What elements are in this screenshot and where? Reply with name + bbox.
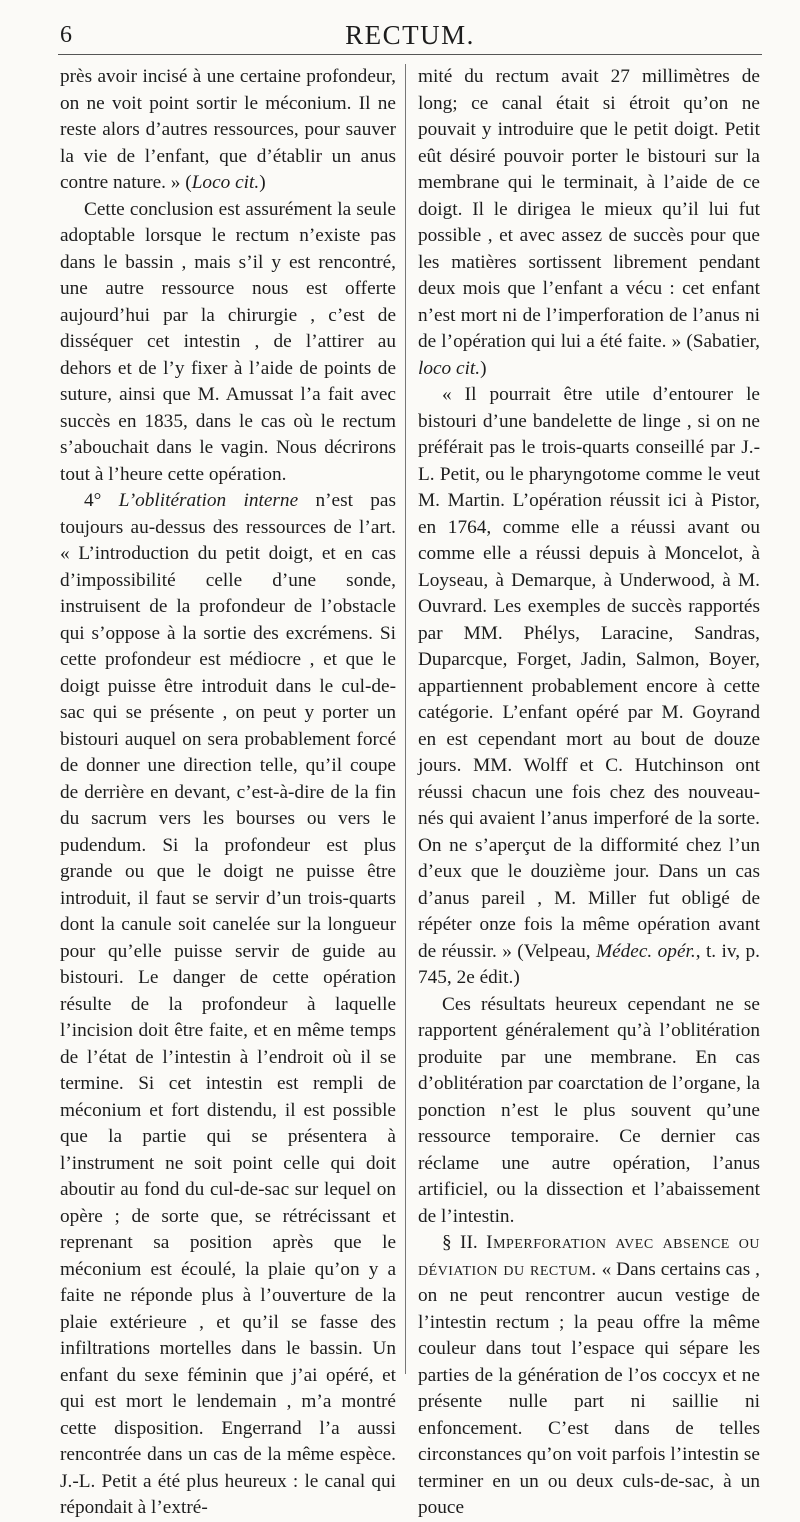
paragraph	[418, 1230, 760, 1522]
section-title: L’oblitération interne	[118, 490, 299, 511]
section-number: 4°	[84, 490, 102, 511]
paragraph: Ces résultats heureux cependant ne se rapportent généralement qu’à l’oblitération produite par une membrane. En cas d’oblitération par coarctation de l’organe, la ponction n’est le plus souvent qu’une ressource temporaire. Ce dernier cas réclame une autre opération, l’anus artificiel, ou la dissection et l’abaissement de l’intestin.	[418, 993, 760, 1227]
paragraph-text: , t. iv, p. 745, 2e édit.)	[418, 940, 760, 988]
section-heading: Imperforation avec absence ou déviation du rectum.	[418, 1232, 761, 1280]
paragraph	[60, 64, 396, 197]
paragraph-text: « Dans certains cas , on ne peut rencontrer aucun vestige de l’intestin rectum ; la peau offre la même couleur dans tout l’espace qui sépare les parties de la génération de l’os coccyx et ne présente nulle part ni saillie ni enfoncement. C’est dans de telles circonstances qu’on voit parfois l’intestin se terminer en un ou deux culs-de-sac, à un pouce	[418, 1258, 760, 1518]
left-column	[60, 64, 396, 1522]
right-column	[418, 64, 760, 1522]
paragraph-text: près avoir incisé à une certaine profondeur, on ne voit point sortir le méconium. Il ne reste alors d’autres ressources, pour sauver la vie de l’enfant, que d’établir un anus contre nature. » (	[60, 66, 396, 193]
section-number: § II.	[442, 1232, 478, 1253]
citation: Loco cit.	[191, 172, 260, 193]
paragraph-text: mité du rectum avait 27 millimètres de long; ce canal était si étroit qu’on ne pouvait y introduire que le petit doigt. Petit eût désiré pouvoir porter le bistouri sur la membrane qui le terminait, à l’aide de ce doigt. Il le dirigea le mieux qu’il lui fut possible , et avec assez de succès pour que les matières sortissent librement pendant deux mois que l’enfant a vécu : cet enfant n’est mort ni de l’imperforation de l’anus ni de l’opération qui lui a été faite. » (Sabatier,	[418, 66, 760, 352]
paragraph-text: )	[259, 172, 266, 193]
paragraph-text: n’est pas toujours au-dessus des ressources de l’art. « L’introduction du petit doigt, et en cas d’impossibilité celle d’une sonde, instruisent de la profondeur de l’obstacle qui s’oppose à la sortie des excrémens. Si cette profondeur est médiocre , et que le doigt puisse être introduit dans le cul-de-sac qui se présente , on peut y porter un bistouri auquel on sera probablement forcé de donner une direction telle, qu’il coupe de derrière en devant, c’est-à-dire de la fin du sacrum vers les bourses ou vers le pudendum. Si la profondeur est plus grande ou que le doigt ne puisse être introduit, il faut se servir d’un trois-quarts dont la canule soit canelée sur la longueur pour qu’elle puisse servir de guide au bistouri. Le danger de cette opération résulte de la profondeur à laquelle l’incision doit être faite, et en même temps de l’état de l’intestin à l’endroit où il se termine. Si cet intestin est rempli de méconium et fort distendu, il est possible que la partie qui se présentera à l’instrument ne soit point celle qui doit aboutir au fond du cul-de-sac sur lequel on opère ; de sorte que, se rétrécissant et reprenant sa position après que le méconium est écoulé, la plaie qu’on y a faite ne réponde plus à l’ouverture de la plaie extérieure , et qu’il se fasse des infiltrations mortelles dans le bassin. Un enfant du sexe féminin que j’ai opéré, et qui est mort le lendemain , m’a montré cette disposition. Engerrand l’a aussi rencontrée dans un cas de la même espèce. J.-L. Petit a été plus heureux : le canal qui répondait à l’extré-	[60, 490, 396, 1518]
paragraph-text: )	[480, 357, 487, 379]
paragraph	[60, 488, 396, 1522]
running-head: RECTUM.	[345, 20, 475, 50]
paragraph	[418, 382, 760, 992]
citation: Médec. opér.	[596, 940, 696, 962]
paragraph	[418, 64, 760, 382]
page-header	[58, 18, 762, 55]
page-number: 6	[60, 22, 72, 48]
paragraph: Cette conclusion est assurément la seule adoptable lorsque le rectum n’existe pas dans le bassin , mais s’il y est rencontré, une autre ressource nous est offerte aujourd’hui par la chirurgie , c’est de disséquer cet intestin , de l’attirer au dehors et de l’y fixer à l’aide de points de suture, ainsi que M. Amussat l’a fait avec succès en 1835, dans le cas où le rectum s’abouchait dans le vagin. Nous décrirons tout à l’heure cette opération.	[60, 198, 396, 485]
paragraph-text: « Il pourrait être utile d’entourer le bistouri d’une bandelette de linge , si on ne préférait pas le trois-quarts conseillé par J.-L. Petit, ou le pharyngotome comme le veut M. Martin. L’opération réussit ici à Pistor, en 1764, comme elle a réussi avant ou comme elle a réussi depuis à Moncelot, à Loyseau, à Demarque, à Underwood, à M. Ouvrard. Les exemples de succès rapportés par MM. Phélys, Laracine, Sandras, Duparcque, Forget, Jadin, Salmon, Boyer, appartiennent probablement encore à cette catégorie. L’enfant opéré par M. Goyrand en est cependant mort au bout de douze jours. MM. Wolff et C. Hutchinson ont réussi chacun une fois chez des nouveau-nés qui avaient l’anus imperforé de la sorte. On ne s’aperçut de la difformité chez l’un d’eux que le douzième jour. Dans un cas d’anus pareil , M. Miller fut obligé de répéter onze fois la même opération avant de réussir. » (Velpeau,	[418, 384, 760, 962]
column-divider	[405, 64, 406, 1374]
citation: loco cit.	[418, 357, 481, 379]
